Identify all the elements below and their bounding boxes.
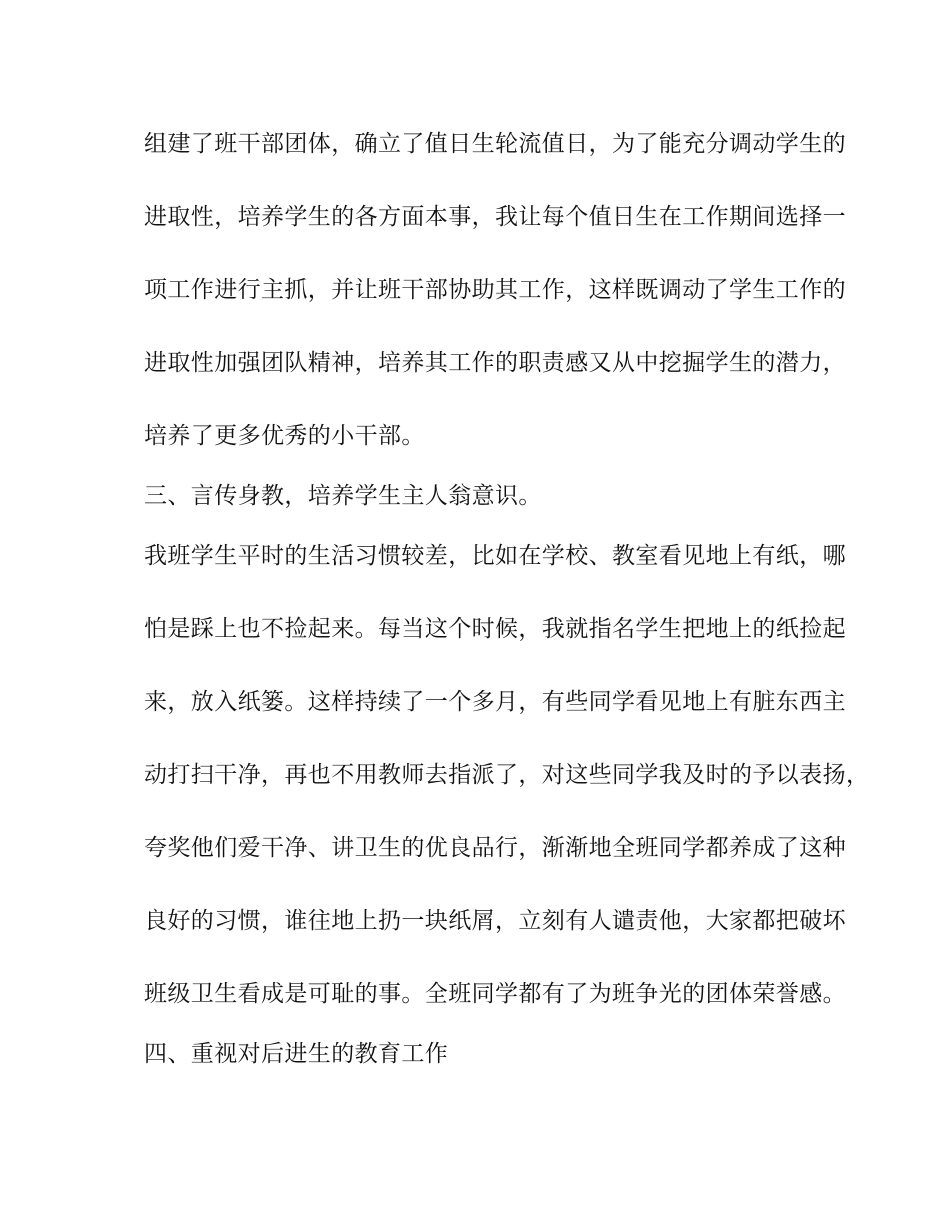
section-heading: 四、重视对后进生的教育工作 <box>144 1041 449 1067</box>
paragraph-line: 良好的习惯，谁往地上扔一块纸屑，立刻有人谴责他，大家都把破坏 <box>144 908 846 934</box>
paragraph-line: 夸奖他们爱干净、讲卫生的优良品行，渐渐地全班同学都养成了这种 <box>144 835 846 861</box>
paragraph-line: 项工作进行主抓，并让班干部协助其工作，这样既调动了学生工作的 <box>144 277 846 303</box>
paragraph-line: 培养了更多优秀的小干部。 <box>144 423 425 449</box>
paragraph-line: 组建了班干部团体，确立了值日生轮流值日，为了能充分调动学生的 <box>144 131 846 157</box>
paragraph-line: 进取性加强团队精神，培养其工作的职责感又从中挖掘学生的潜力， <box>144 350 846 376</box>
paragraph-line: 我班学生平时的生活习惯较差，比如在学校、教室看见地上有纸，哪 <box>144 543 846 569</box>
paragraph-line: 怕是踩上也不捡起来。每当这个时候，我就指名学生把地上的纸捡起 <box>144 616 846 642</box>
section-heading: 三、言传身教，培养学生主人翁意识。 <box>144 483 542 509</box>
paragraph-line: 进取性，培养学生的各方面本事，我让每个值日生在工作期间选择一 <box>144 204 846 230</box>
paragraph-line: 来，放入纸篓。这样持续了一个多月，有些同学看见地上有脏东西主 <box>144 689 846 715</box>
paragraph-line: 动打扫干净，再也不用教师去指派了，对这些同学我及时的予以表扬， <box>144 762 870 788</box>
paragraph-line: 班级卫生看成是可耻的事。全班同学都有了为班争光的团体荣誉感。 <box>144 981 846 1007</box>
